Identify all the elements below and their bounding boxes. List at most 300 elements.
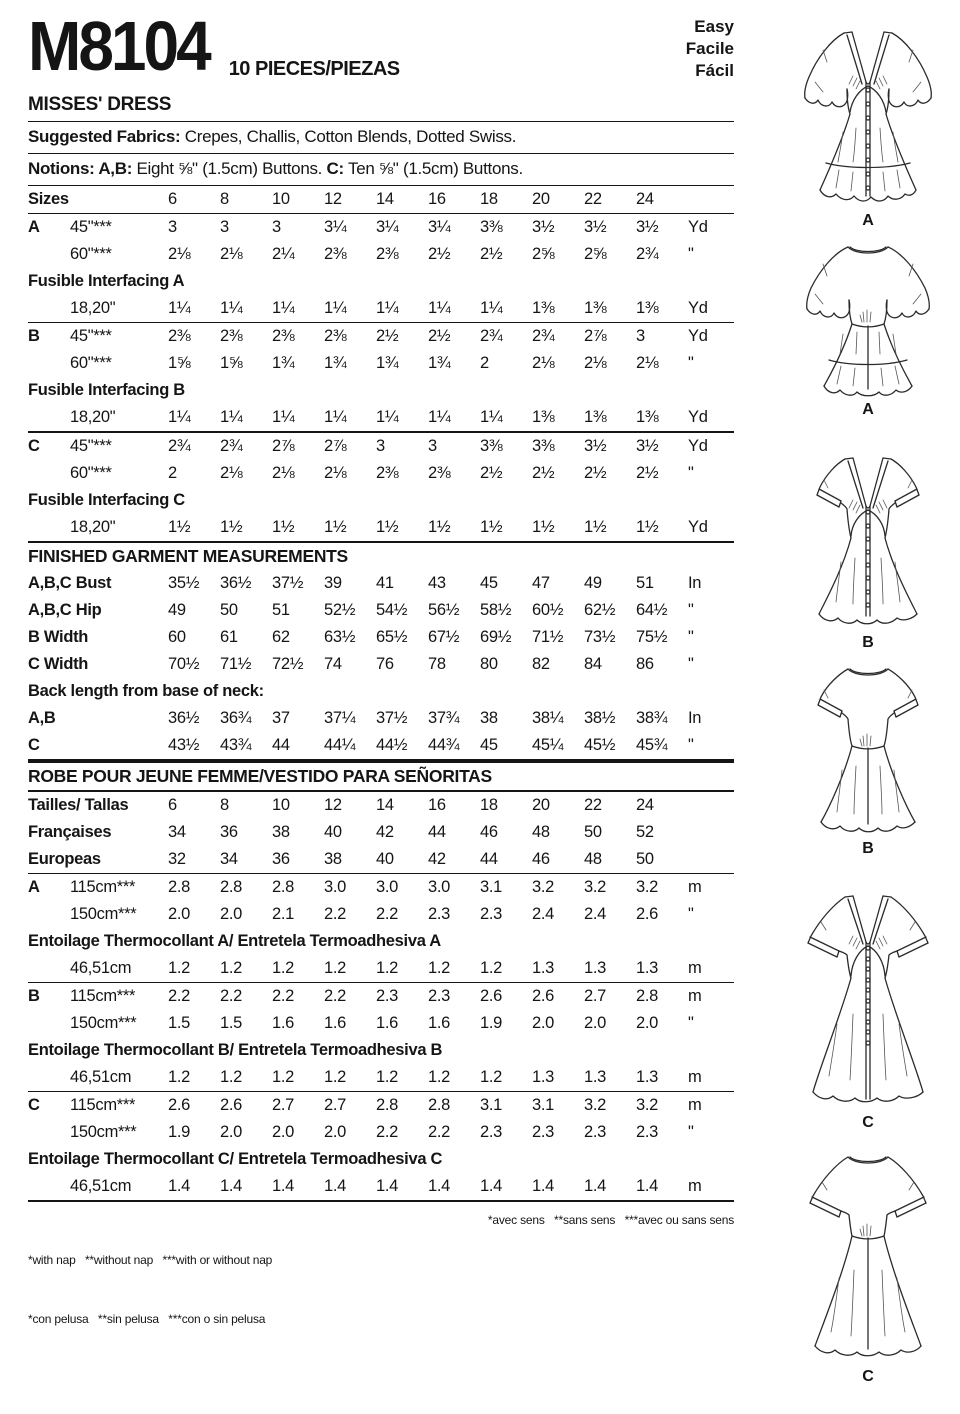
value-cell: 37 — [272, 709, 290, 728]
value-cell: 43 — [428, 574, 446, 593]
value-cell: 2⅛ — [324, 464, 347, 483]
value-cell: 1.6 — [376, 1014, 399, 1033]
value-cell: 24 — [636, 796, 654, 815]
row-view-letter: C — [28, 1096, 40, 1115]
measure-row-hip — [28, 597, 734, 624]
value-cell: 3.1 — [480, 878, 503, 897]
view-label-c-back: C — [862, 1368, 874, 1385]
value-cell: 52½ — [324, 601, 356, 620]
value-cell: 2½ — [480, 245, 503, 264]
measure-row-c-width — [28, 651, 734, 678]
unit-cell: " — [688, 655, 694, 674]
value-cell: 44¾ — [428, 736, 460, 755]
row-view-letter: A — [28, 218, 40, 237]
view-label-b-back: B — [862, 840, 874, 857]
value-cell: 38 — [480, 709, 498, 728]
value-cell: 60 — [168, 628, 186, 647]
value-cell: 2.8 — [428, 1096, 451, 1115]
value-cell: 42 — [376, 823, 394, 842]
value-cell: 1½ — [428, 518, 451, 537]
value-cell: 2.3 — [480, 1123, 503, 1142]
row-sub-label: 60"*** — [70, 354, 112, 373]
unit-cell: In — [688, 574, 702, 593]
value-cell: 73½ — [584, 628, 616, 647]
value-cell: 1½ — [480, 518, 503, 537]
value-cell: 1.2 — [220, 959, 243, 978]
table-section-label: Fusible Interfacing C — [28, 491, 185, 510]
value-cell: 50 — [220, 601, 238, 620]
value-cell: 18 — [480, 796, 498, 815]
value-cell: 1¼ — [324, 408, 347, 427]
view-c-back — [788, 1144, 948, 1386]
value-cell: 2⅜ — [220, 327, 243, 346]
row-label: Sizes — [28, 190, 69, 209]
value-cell: 1.2 — [168, 959, 191, 978]
value-cell: 3 — [168, 218, 177, 237]
value-cell: 2⅛ — [584, 354, 607, 373]
value-cell: 78 — [428, 655, 446, 674]
value-cell: 2.0 — [220, 1123, 243, 1142]
value-cell: 2.6 — [532, 987, 555, 1006]
dress-a-back-illustration — [793, 234, 943, 399]
value-cell: 2¾ — [168, 437, 191, 456]
value-cell: 1¾ — [324, 354, 347, 373]
row-label: A,B,C Hip — [28, 601, 102, 620]
value-cell: 2.0 — [168, 905, 191, 924]
value-cell: 2.2 — [324, 987, 347, 1006]
value-cell: 16 — [428, 190, 446, 209]
value-cell: 2.2 — [376, 1123, 399, 1142]
row-sub-label: 45"*** — [70, 437, 112, 456]
value-cell: 3.2 — [584, 1096, 607, 1115]
value-cell: 1.4 — [324, 1177, 347, 1196]
section-entoilage-b — [28, 1037, 734, 1064]
value-cell: 14 — [376, 796, 394, 815]
footnotes-left — [28, 1211, 272, 1369]
table-section-label: Fusible Interfacing B — [28, 381, 185, 400]
table-section-label: Entoilage Thermocollant C/ Entretela Termoadhesiva C — [28, 1150, 443, 1169]
unit-cell: " — [688, 905, 694, 924]
value-cell: 61 — [220, 628, 238, 647]
view-b-front — [788, 446, 948, 652]
value-cell: 10 — [272, 796, 290, 815]
value-cell: 1.9 — [480, 1014, 503, 1033]
yardage-row-interfacing-c — [28, 514, 734, 541]
value-cell: 3.2 — [532, 878, 555, 897]
value-cell: 1.4 — [480, 1177, 503, 1196]
value-cell: 44 — [272, 736, 290, 755]
view-label-c-front: C — [862, 1114, 874, 1131]
row-sub-label: 150cm*** — [70, 905, 137, 924]
value-cell: 34 — [220, 850, 238, 869]
value-cell: 2¼ — [272, 245, 295, 264]
value-cell: 2⅝ — [532, 245, 555, 264]
value-cell: 2.3 — [532, 1123, 555, 1142]
value-cell: 1½ — [584, 518, 607, 537]
value-cell: 24 — [636, 190, 654, 209]
view-label-b-front: B — [862, 634, 874, 651]
value-cell: 2 — [480, 354, 489, 373]
value-cell: 1½ — [220, 518, 243, 537]
section-back-length — [28, 678, 734, 705]
sizes-row-europeas — [28, 846, 734, 873]
value-cell: 2½ — [480, 464, 503, 483]
value-cell: 42 — [428, 850, 446, 869]
value-cell: 2.4 — [532, 905, 555, 924]
value-cell: 3½ — [636, 437, 659, 456]
value-cell: 45 — [480, 574, 498, 593]
value-cell: 1.2 — [272, 1068, 295, 1087]
notions-text-ab: Eight ⅝" (1.5cm) Buttons. — [132, 159, 327, 179]
value-cell: 1.3 — [532, 1068, 555, 1087]
value-cell: 2.8 — [376, 1096, 399, 1115]
value-cell: 2.7 — [324, 1096, 347, 1115]
unit-cell: " — [688, 628, 694, 647]
value-cell: 18 — [480, 190, 498, 209]
value-cell: 2⅜ — [376, 245, 399, 264]
value-cell: 48 — [584, 850, 602, 869]
value-cell: 3¼ — [428, 218, 451, 237]
value-cell: 40 — [324, 823, 342, 842]
unit-cell: Yd — [688, 518, 708, 537]
value-cell: 1.2 — [272, 959, 295, 978]
value-cell: 3 — [636, 327, 645, 346]
row-view-letter: A — [28, 878, 40, 897]
difficulty-es: Fácil — [695, 61, 734, 81]
yardage-row-c-45 — [28, 431, 734, 460]
value-cell: 84 — [584, 655, 602, 674]
value-cell: 1⅜ — [584, 299, 607, 318]
value-cell: 1⅜ — [636, 408, 659, 427]
unit-cell: " — [688, 1014, 694, 1033]
section-fusible-interfacing-c — [28, 487, 734, 514]
value-cell: 1.3 — [584, 1068, 607, 1087]
value-cell: 44 — [480, 850, 498, 869]
value-cell: 2½ — [584, 464, 607, 483]
value-cell: 64½ — [636, 601, 668, 620]
view-a-back — [788, 234, 948, 419]
value-cell: 2⅜ — [428, 464, 451, 483]
value-cell: 60½ — [532, 601, 564, 620]
value-cell: 2¾ — [532, 327, 555, 346]
value-cell: 22 — [584, 796, 602, 815]
value-cell: 52 — [636, 823, 654, 842]
value-cell: 1¼ — [324, 299, 347, 318]
value-cell: 6 — [168, 796, 177, 815]
value-cell: 2.3 — [428, 905, 451, 924]
value-cell: 16 — [428, 796, 446, 815]
row-view-letter: C — [28, 437, 40, 456]
dress-c-back-illustration — [793, 1144, 943, 1366]
metric-row-b-115 — [28, 982, 734, 1010]
value-cell: 2.6 — [636, 905, 659, 924]
value-cell: 2.3 — [428, 987, 451, 1006]
value-cell: 8 — [220, 190, 229, 209]
value-cell: 62½ — [584, 601, 616, 620]
value-cell: 2.0 — [324, 1123, 347, 1142]
value-cell: 1.4 — [168, 1177, 191, 1196]
value-cell: 2½ — [428, 327, 451, 346]
value-cell: 3½ — [584, 437, 607, 456]
value-cell: 20 — [532, 190, 550, 209]
suggested-fabrics-text: Crepes, Challis, Cotton Blends, Dotted Swiss. — [180, 127, 517, 147]
yardage-row-interfacing-b — [28, 404, 734, 431]
dress-c-front-illustration — [793, 884, 943, 1112]
value-cell: 51 — [272, 601, 290, 620]
value-cell: 45 — [480, 736, 498, 755]
value-cell: 1½ — [532, 518, 555, 537]
value-cell: 50 — [636, 850, 654, 869]
unit-cell: m — [688, 1177, 702, 1196]
value-cell: 45¾ — [636, 736, 668, 755]
row-sub-label: 46,51cm — [70, 1177, 132, 1196]
suggested-fabrics-label: Suggested Fabrics: — [28, 127, 181, 147]
value-cell: 35½ — [168, 574, 200, 593]
footnote-french: *avec sens **sans sens ***avec ou sans sens — [487, 1213, 734, 1228]
view-a-front — [788, 20, 948, 230]
value-cell: 1⅝ — [168, 354, 191, 373]
row-sub-label: 46,51cm — [70, 1068, 132, 1087]
metric-row-c-115 — [28, 1091, 734, 1119]
value-cell: 1.5 — [168, 1014, 191, 1033]
row-sub-label: 45"*** — [70, 218, 112, 237]
footnote-spanish: *con pelusa **sin pelusa ***con o sin pelusa — [28, 1312, 266, 1327]
value-cell: 1¼ — [376, 408, 399, 427]
value-cell: 3 — [272, 218, 281, 237]
value-cell: 1.6 — [324, 1014, 347, 1033]
value-cell: 45½ — [584, 736, 616, 755]
value-cell: 3.1 — [480, 1096, 503, 1115]
measure-row-back-length-c — [28, 732, 734, 759]
row-sub-label: 150cm*** — [70, 1123, 137, 1142]
value-cell: 2.2 — [272, 987, 295, 1006]
value-cell: 1.2 — [376, 959, 399, 978]
value-cell: 54½ — [376, 601, 408, 620]
unit-cell: Yd — [688, 327, 708, 346]
value-cell: 2½ — [428, 245, 451, 264]
value-cell: 1.2 — [324, 959, 347, 978]
value-cell: 45¼ — [532, 736, 564, 755]
value-cell: 2½ — [376, 327, 399, 346]
value-cell: 2.7 — [272, 1096, 295, 1115]
value-cell: 49 — [584, 574, 602, 593]
value-cell: 38 — [324, 850, 342, 869]
value-cell: 2.6 — [220, 1096, 243, 1115]
value-cell: 2.6 — [168, 1096, 191, 1115]
row-label: Tailles/ Tallas — [28, 796, 129, 815]
value-cell: 41 — [376, 574, 394, 593]
value-cell: 46 — [480, 823, 498, 842]
value-cell: 1.3 — [636, 1068, 659, 1087]
value-cell: 1⅜ — [532, 299, 555, 318]
view-label-a-back: A — [862, 401, 874, 418]
value-cell: 2.2 — [168, 987, 191, 1006]
value-cell: 2.0 — [272, 1123, 295, 1142]
row-sub-label: 115cm*** — [70, 878, 136, 897]
notions-text-c: Ten ⅝" (1.5cm) Buttons. — [343, 159, 523, 179]
measure-row-bust — [28, 570, 734, 597]
value-cell: 3.0 — [324, 878, 347, 897]
dress-a-front-illustration — [793, 20, 943, 210]
value-cell: 2.4 — [584, 905, 607, 924]
heading-robe-vestido — [28, 759, 734, 792]
value-cell: 2.3 — [584, 1123, 607, 1142]
value-cell: 3.2 — [584, 878, 607, 897]
value-cell: 1.2 — [428, 1068, 451, 1087]
value-cell: 1.4 — [428, 1177, 451, 1196]
value-cell: 2 — [168, 464, 177, 483]
value-cell: 2⅞ — [324, 437, 347, 456]
pieces-count: 10 PIECES/PIEZAS — [228, 58, 400, 80]
value-cell: 1.6 — [428, 1014, 451, 1033]
row-sub-label: 45"*** — [70, 327, 112, 346]
value-cell: 3⅜ — [480, 218, 503, 237]
value-cell: 51 — [636, 574, 654, 593]
value-cell: 49 — [168, 601, 186, 620]
value-cell: 69½ — [480, 628, 512, 647]
value-cell: 1⅜ — [636, 299, 659, 318]
value-cell: 36 — [220, 823, 238, 842]
unit-cell: Yd — [688, 299, 708, 318]
value-cell: 3 — [376, 437, 385, 456]
notions-line — [28, 154, 734, 186]
value-cell: 2⅛ — [532, 354, 555, 373]
value-cell: 3.1 — [532, 1096, 555, 1115]
yardage-row-a-60 — [28, 241, 734, 268]
value-cell: 1¼ — [428, 299, 451, 318]
view-c-front — [788, 884, 948, 1132]
value-cell: 1.2 — [324, 1068, 347, 1087]
value-cell: 1.6 — [272, 1014, 295, 1033]
value-cell: 2.8 — [272, 878, 295, 897]
heading-finished-garment — [28, 541, 734, 570]
unit-cell: m — [688, 1068, 702, 1087]
value-cell: 37½ — [376, 709, 408, 728]
value-cell: 1.3 — [584, 959, 607, 978]
value-cell: 3¼ — [376, 218, 399, 237]
value-cell: 71½ — [220, 655, 252, 674]
value-cell: 3¼ — [324, 218, 347, 237]
value-cell: 43¾ — [220, 736, 252, 755]
value-cell: 3½ — [584, 218, 607, 237]
value-cell: 72½ — [272, 655, 304, 674]
value-cell: 37½ — [272, 574, 304, 593]
value-cell: 32 — [168, 850, 186, 869]
unit-cell: Yd — [688, 408, 708, 427]
difficulty-fr: Facile — [685, 39, 734, 59]
value-cell: 36 — [272, 850, 290, 869]
value-cell: 20 — [532, 796, 550, 815]
value-cell: 2.6 — [480, 987, 503, 1006]
value-cell: 38¼ — [532, 709, 564, 728]
value-cell: 1½ — [272, 518, 295, 537]
row-sub-label: 150cm*** — [70, 1014, 137, 1033]
difficulty-en: Easy — [694, 17, 734, 36]
table-section-label: Entoilage Thermocollant A/ Entretela Termoadhesiva A — [28, 932, 441, 951]
value-cell: 3½ — [636, 218, 659, 237]
value-cell: 1.4 — [376, 1177, 399, 1196]
row-view-letter: B — [28, 987, 40, 1006]
unit-cell: m — [688, 959, 702, 978]
value-cell: 8 — [220, 796, 229, 815]
row-sub-label: 46,51cm — [70, 959, 132, 978]
row-label: A,B,C Bust — [28, 574, 112, 593]
garment-title: MISSES' DRESS — [28, 94, 734, 122]
value-cell: 38¾ — [636, 709, 668, 728]
value-cell: 2.0 — [636, 1014, 659, 1033]
value-cell: 36½ — [220, 574, 252, 593]
value-cell: 48 — [532, 823, 550, 842]
value-cell: 1½ — [324, 518, 347, 537]
measure-row-b-width — [28, 624, 734, 651]
value-cell: 1.2 — [168, 1068, 191, 1087]
value-cell: 74 — [324, 655, 342, 674]
unit-cell: " — [688, 464, 694, 483]
value-cell: 3⅜ — [480, 437, 503, 456]
row-label: Europeas — [28, 850, 101, 869]
yardage-row-interfacing-a — [28, 295, 734, 322]
value-cell: 65½ — [376, 628, 408, 647]
value-cell: 2¾ — [220, 437, 243, 456]
value-cell: 1½ — [376, 518, 399, 537]
value-cell: 1¼ — [376, 299, 399, 318]
value-cell: 1⅜ — [584, 408, 607, 427]
metric-row-a-150 — [28, 901, 734, 928]
unit-cell: Yd — [688, 218, 708, 237]
value-cell: 1.2 — [220, 1068, 243, 1087]
footnote-english: *with nap **without nap ***with or without nap — [28, 1252, 273, 1267]
value-cell: 1¼ — [272, 408, 295, 427]
view-b-back — [788, 656, 948, 858]
yardage-table — [28, 186, 734, 1202]
value-cell: 1.9 — [168, 1123, 191, 1142]
unit-cell: " — [688, 736, 694, 755]
value-cell: 2⅜ — [324, 245, 347, 264]
value-cell: 2.0 — [584, 1014, 607, 1033]
value-cell: 3 — [220, 218, 229, 237]
value-cell: 50 — [584, 823, 602, 842]
table-section-label: Fusible Interfacing A — [28, 272, 185, 291]
value-cell: 1¼ — [220, 408, 243, 427]
value-cell: 1¼ — [272, 299, 295, 318]
row-label: C Width — [28, 655, 89, 674]
value-cell: 2⅜ — [324, 327, 347, 346]
value-cell: 82 — [532, 655, 550, 674]
value-cell: 39 — [324, 574, 342, 593]
value-cell: 2.8 — [168, 878, 191, 897]
value-cell: 10 — [272, 190, 290, 209]
value-cell: 34 — [168, 823, 186, 842]
value-cell: 1¼ — [220, 299, 243, 318]
value-cell: 1¼ — [480, 299, 503, 318]
sizes-row-tailles — [28, 792, 734, 819]
value-cell: 1.4 — [272, 1177, 295, 1196]
value-cell: 1⅜ — [532, 408, 555, 427]
yardage-row-b-60 — [28, 350, 734, 377]
unit-cell: m — [688, 1096, 702, 1115]
value-cell: 40 — [376, 850, 394, 869]
row-sub-label: 18,20" — [70, 299, 116, 318]
value-cell: 1.3 — [636, 959, 659, 978]
value-cell: 2⅛ — [272, 464, 295, 483]
value-cell: 2.2 — [428, 1123, 451, 1142]
value-cell: 1¾ — [376, 354, 399, 373]
metric-row-entoilage-a — [28, 955, 734, 982]
value-cell: 3.2 — [636, 878, 659, 897]
table-section-label: ROBE POUR JEUNE FEMME/VESTIDO PARA SEÑORITAS — [28, 766, 492, 787]
value-cell: 2⅛ — [220, 245, 243, 264]
row-sub-label: 115cm*** — [70, 987, 136, 1006]
